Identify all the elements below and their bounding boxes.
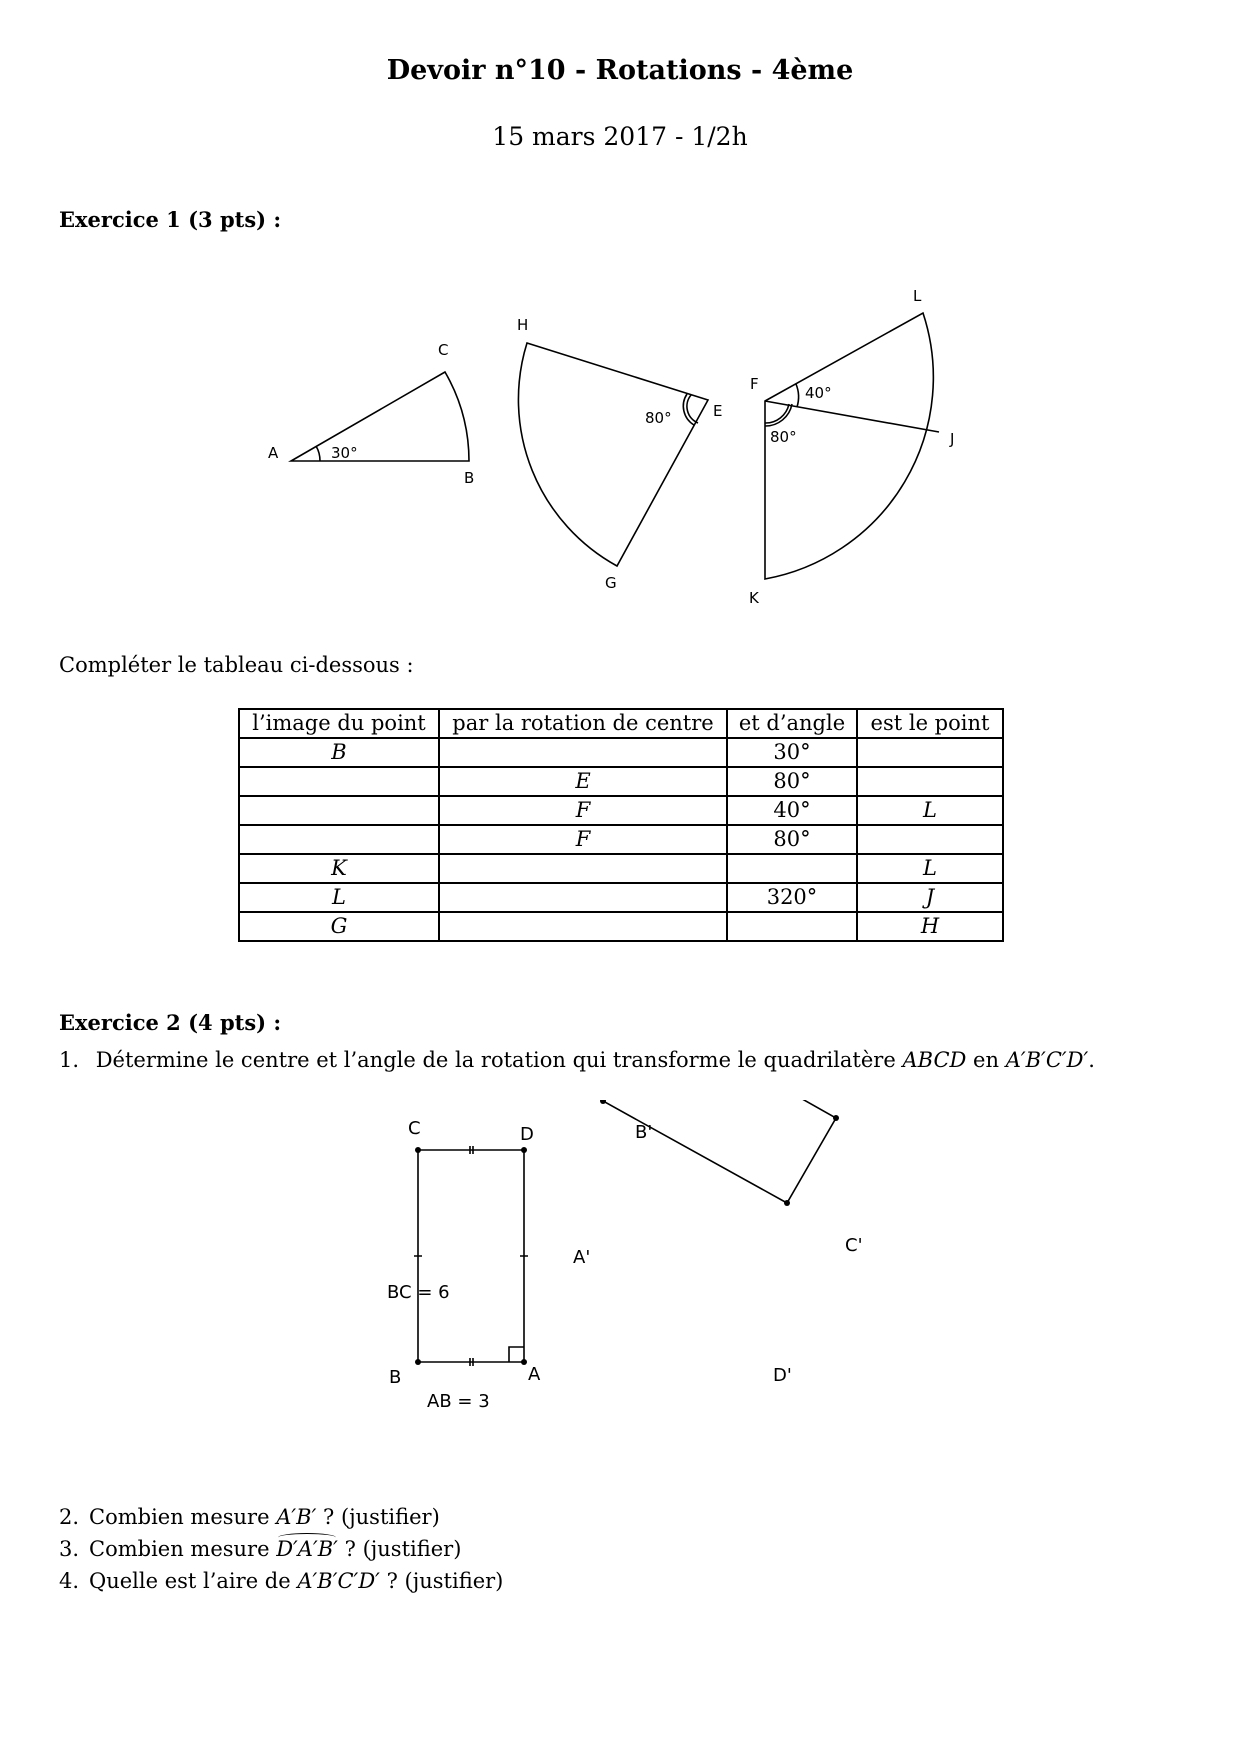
length-label-ab: AB = 3: [427, 1391, 490, 1412]
table-cell[interactable]: F: [439, 825, 727, 854]
table-cell[interactable]: G: [239, 912, 439, 941]
question-number: 2.: [59, 1505, 80, 1529]
rectangle-abcd: [418, 1150, 524, 1362]
question-text-mid: en: [966, 1048, 1006, 1072]
table-cell[interactable]: L: [239, 883, 439, 912]
table-row: [239, 796, 1003, 825]
question-text: Combien mesure: [89, 1537, 277, 1561]
point-label-a: A: [268, 444, 279, 462]
table-cell[interactable]: 30°: [727, 738, 857, 767]
question-text-end: .: [1088, 1048, 1095, 1072]
column-header: par la rotation de centre: [439, 709, 727, 738]
question-1: [59, 1048, 1095, 1072]
question-text: Quelle est l’aire de: [89, 1569, 298, 1593]
point-label-c-prime: C': [845, 1235, 863, 1256]
column-header: est le point: [857, 709, 1003, 738]
table-row: [239, 767, 1003, 796]
table-row: [239, 854, 1003, 883]
table-cell[interactable]: B: [239, 738, 439, 767]
point-label-d: D: [520, 1124, 534, 1145]
table-cell[interactable]: K: [239, 854, 439, 883]
quadrilateral-image: [603, 1100, 836, 1203]
length-label-bc: BC = 6: [387, 1282, 450, 1303]
table-row: [239, 738, 1003, 767]
point-label-b-prime: B': [635, 1122, 653, 1143]
question-text-end: ? (justifier): [379, 1569, 504, 1593]
question-number: 1.: [59, 1048, 80, 1072]
column-header: et d’angle: [727, 709, 857, 738]
table-cell[interactable]: [857, 767, 1003, 796]
point-label-h: H: [517, 316, 529, 334]
table-cell[interactable]: [857, 738, 1003, 767]
column-header: l’image du point: [239, 709, 439, 738]
angle-label-80-e: 80°: [645, 409, 672, 427]
table-cell[interactable]: [857, 825, 1003, 854]
page-title: Devoir n°10 - Rotations - 4ème: [386, 55, 854, 86]
point-label-g: G: [605, 574, 617, 592]
exercise-1-figure: [0, 0, 1240, 640]
table-cell[interactable]: [439, 738, 727, 767]
table-cell[interactable]: F: [439, 796, 727, 825]
math-quadrilateral: A′B′C′D′: [297, 1569, 380, 1593]
table-cell[interactable]: [439, 883, 727, 912]
table-cell[interactable]: L: [857, 854, 1003, 883]
exercise-2-heading: Exercice 2 (4 pts) :: [59, 1010, 282, 1035]
table-cell[interactable]: J: [857, 883, 1003, 912]
math-image-quad: A′B′C′D′: [1005, 1048, 1089, 1072]
question-number: 4.: [59, 1569, 80, 1593]
question-text-end: ? (justifier): [316, 1505, 440, 1529]
table-cell[interactable]: E: [439, 767, 727, 796]
table-cell[interactable]: 40°: [727, 796, 857, 825]
table-row: [239, 883, 1003, 912]
table-cell[interactable]: 80°: [727, 825, 857, 854]
rotation-table: [238, 708, 1004, 942]
point-label-f: F: [750, 375, 759, 393]
point-label-e: E: [713, 402, 723, 420]
table-cell[interactable]: [727, 854, 857, 883]
exercise-1-heading: Exercice 1 (3 pts) :: [59, 207, 282, 232]
table-instruction: Compléter le tableau ci-dessous :: [59, 653, 414, 677]
math-abcd: ABCD: [902, 1048, 967, 1072]
point-label-k: K: [749, 589, 759, 607]
table-cell[interactable]: 80°: [727, 767, 857, 796]
table-cell[interactable]: H: [857, 912, 1003, 941]
point-label-d-prime: D': [773, 1365, 792, 1386]
math-angle: D′A′B′: [276, 1537, 338, 1561]
table-cell[interactable]: [239, 767, 439, 796]
question-2: [59, 1505, 440, 1529]
question-text: Détermine le centre et l’angle de la rotation qui transforme le quadrilatère: [95, 1048, 896, 1072]
table-row: [239, 825, 1003, 854]
exercise-2-figure: [0, 1100, 1240, 1430]
table-cell[interactable]: [239, 796, 439, 825]
angle-label-30: 30°: [331, 444, 358, 462]
question-text-end: ? (justifier): [337, 1537, 462, 1561]
question-4: [59, 1569, 503, 1593]
table-cell[interactable]: [439, 854, 727, 883]
sector-fljk: [765, 313, 933, 579]
question-3: [59, 1537, 461, 1561]
point-label-c: C: [438, 341, 449, 359]
table-row: [239, 912, 1003, 941]
point-label-c: C: [408, 1118, 421, 1139]
page-subtitle: 15 mars 2017 - 1/2h: [492, 122, 748, 151]
math-segment: A′B′: [276, 1505, 317, 1529]
point-label-a: A: [528, 1364, 541, 1385]
point-label-l: L: [913, 287, 922, 305]
table-header-row: [239, 709, 1003, 738]
point-label-b: B: [389, 1367, 402, 1388]
table-cell[interactable]: [439, 912, 727, 941]
point-label-b: B: [464, 469, 475, 487]
sector-ehg: [518, 343, 708, 566]
table-cell[interactable]: [727, 912, 857, 941]
table-cell[interactable]: 320°: [727, 883, 857, 912]
angle-label-40: 40°: [805, 384, 832, 402]
table-cell[interactable]: [239, 825, 439, 854]
point-label-a-prime: A': [573, 1247, 591, 1268]
angle-label-80-f: 80°: [770, 428, 797, 446]
table-cell[interactable]: L: [857, 796, 1003, 825]
point-label-j: J: [950, 430, 955, 448]
question-text: Combien mesure: [89, 1505, 277, 1529]
question-number: 3.: [59, 1537, 80, 1561]
